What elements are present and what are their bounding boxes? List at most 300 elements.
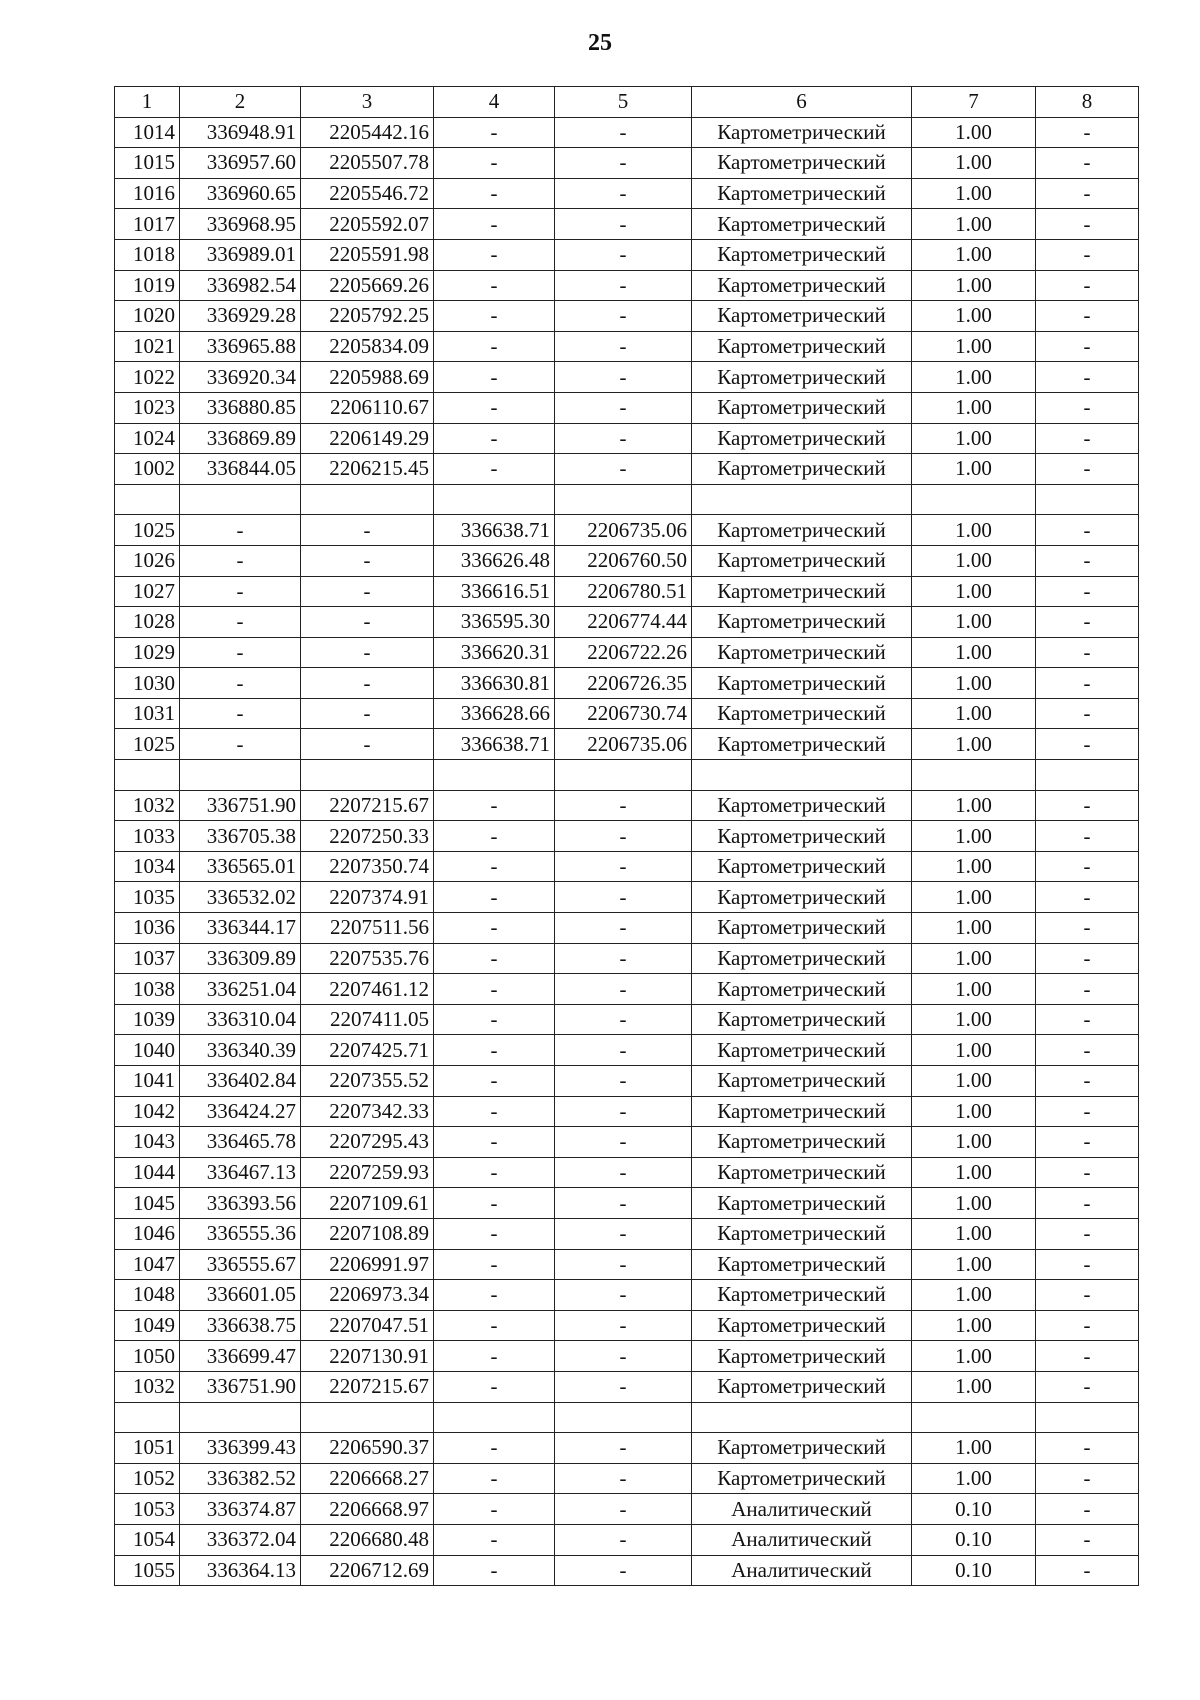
- separator-row: [115, 1402, 1139, 1433]
- cell-col-7: 1.00: [912, 1341, 1036, 1372]
- cell-col-6: [692, 1402, 912, 1433]
- cell-col-6: Картометрический: [692, 1127, 912, 1158]
- cell-col-7: 1.00: [912, 362, 1036, 393]
- cell-col-1: 1040: [115, 1035, 180, 1066]
- cell-col-4: -: [434, 1157, 555, 1188]
- cell-col-7: 1.00: [912, 1433, 1036, 1464]
- cell-col-3: -: [301, 698, 434, 729]
- cell-col-7: 1.00: [912, 1157, 1036, 1188]
- cell-col-5: -: [555, 1218, 692, 1249]
- cell-col-5: 2206730.74: [555, 698, 692, 729]
- cell-col-6: Картометрический: [692, 270, 912, 301]
- cell-col-4: -: [434, 1280, 555, 1311]
- cell-col-4: -: [434, 1249, 555, 1280]
- cell-col-6: Картометрический: [692, 1066, 912, 1097]
- cell-col-1: 1034: [115, 851, 180, 882]
- separator-row: [115, 484, 1139, 515]
- cell-col-1: 1050: [115, 1341, 180, 1372]
- cell-col-3: 2206149.29: [301, 423, 434, 454]
- cell-col-2: 336920.34: [180, 362, 301, 393]
- table-row: [115, 790, 1139, 821]
- cell-col-8: -: [1036, 913, 1139, 944]
- cell-col-6: Картометрический: [692, 821, 912, 852]
- cell-col-5: -: [555, 974, 692, 1005]
- cell-col-1: 1049: [115, 1310, 180, 1341]
- cell-col-1: 1039: [115, 1004, 180, 1035]
- table-row: [115, 821, 1139, 852]
- cell-col-7: 1.00: [912, 1096, 1036, 1127]
- cell-col-8: -: [1036, 423, 1139, 454]
- cell-col-4: -: [434, 392, 555, 423]
- cell-col-4: [434, 760, 555, 791]
- column-header-2: 2: [180, 87, 301, 118]
- cell-col-6: Картометрический: [692, 239, 912, 270]
- cell-col-7: 1.00: [912, 117, 1036, 148]
- cell-col-2: -: [180, 576, 301, 607]
- cell-col-5: -: [555, 1463, 692, 1494]
- cell-col-4: -: [434, 454, 555, 485]
- table-row: [115, 1249, 1139, 1280]
- cell-col-7: 1.00: [912, 790, 1036, 821]
- cell-col-7: 1.00: [912, 1371, 1036, 1402]
- cell-col-1: 1020: [115, 301, 180, 332]
- cell-col-8: -: [1036, 974, 1139, 1005]
- cell-col-5: -: [555, 1066, 692, 1097]
- cell-col-3: 2206973.34: [301, 1280, 434, 1311]
- cell-col-3: 2206215.45: [301, 454, 434, 485]
- cell-col-8: -: [1036, 1249, 1139, 1280]
- cell-col-5: -: [555, 362, 692, 393]
- cell-col-7: 1.00: [912, 1310, 1036, 1341]
- cell-col-3: -: [301, 668, 434, 699]
- cell-col-6: Картометрический: [692, 331, 912, 362]
- cell-col-3: 2207130.91: [301, 1341, 434, 1372]
- cell-col-3: 2207374.91: [301, 882, 434, 913]
- cell-col-6: Картометрический: [692, 1157, 912, 1188]
- cell-col-6: [692, 484, 912, 515]
- cell-col-6: Картометрический: [692, 423, 912, 454]
- column-header-5: 5: [555, 87, 692, 118]
- table-row: [115, 943, 1139, 974]
- cell-col-8: -: [1036, 1341, 1139, 1372]
- cell-col-8: [1036, 484, 1139, 515]
- cell-col-3: 2206110.67: [301, 392, 434, 423]
- cell-col-8: -: [1036, 331, 1139, 362]
- cell-col-7: [912, 1402, 1036, 1433]
- cell-col-5: -: [555, 1494, 692, 1525]
- cell-col-4: -: [434, 362, 555, 393]
- cell-col-1: 1035: [115, 882, 180, 913]
- cell-col-3: 2206590.37: [301, 1433, 434, 1464]
- cell-col-5: 2206735.06: [555, 729, 692, 760]
- cell-col-8: -: [1036, 882, 1139, 913]
- cell-col-5: [555, 1402, 692, 1433]
- cell-col-4: -: [434, 1310, 555, 1341]
- cell-col-5: -: [555, 209, 692, 240]
- cell-col-3: [301, 1402, 434, 1433]
- cell-col-1: 1024: [115, 423, 180, 454]
- cell-col-8: -: [1036, 270, 1139, 301]
- cell-col-7: 1.00: [912, 576, 1036, 607]
- cell-col-6: Картометрический: [692, 943, 912, 974]
- cell-col-7: 1.00: [912, 423, 1036, 454]
- coordinates-table: [114, 86, 1139, 1586]
- cell-col-8: -: [1036, 1004, 1139, 1035]
- cell-col-7: 0.10: [912, 1524, 1036, 1555]
- cell-col-3: 2207109.61: [301, 1188, 434, 1219]
- cell-col-5: -: [555, 423, 692, 454]
- cell-col-6: Картометрический: [692, 392, 912, 423]
- cell-col-6: Картометрический: [692, 882, 912, 913]
- cell-col-2: 336880.85: [180, 392, 301, 423]
- cell-col-4: -: [434, 1066, 555, 1097]
- cell-col-1: 1030: [115, 668, 180, 699]
- cell-col-1: 1031: [115, 698, 180, 729]
- cell-col-3: 2205592.07: [301, 209, 434, 240]
- cell-col-8: -: [1036, 637, 1139, 668]
- cell-col-5: -: [555, 301, 692, 332]
- cell-col-1: 1046: [115, 1218, 180, 1249]
- cell-col-8: -: [1036, 1188, 1139, 1219]
- cell-col-5: -: [555, 882, 692, 913]
- table-row: [115, 1524, 1139, 1555]
- cell-col-5: -: [555, 454, 692, 485]
- cell-col-8: -: [1036, 1280, 1139, 1311]
- cell-col-6: Картометрический: [692, 301, 912, 332]
- cell-col-2: 336424.27: [180, 1096, 301, 1127]
- column-header-8: 8: [1036, 87, 1139, 118]
- cell-col-6: Картометрический: [692, 1004, 912, 1035]
- cell-col-8: -: [1036, 1066, 1139, 1097]
- cell-col-6: Картометрический: [692, 698, 912, 729]
- table-row: [115, 270, 1139, 301]
- cell-col-8: -: [1036, 1463, 1139, 1494]
- cell-col-6: Картометрический: [692, 148, 912, 179]
- cell-col-1: [115, 1402, 180, 1433]
- cell-col-4: -: [434, 331, 555, 362]
- cell-col-4: -: [434, 1341, 555, 1372]
- cell-col-2: 336869.89: [180, 423, 301, 454]
- cell-col-3: 2207411.05: [301, 1004, 434, 1035]
- cell-col-2: 336393.56: [180, 1188, 301, 1219]
- cell-col-7: 1.00: [912, 178, 1036, 209]
- cell-col-7: 1.00: [912, 1280, 1036, 1311]
- cell-col-5: -: [555, 1371, 692, 1402]
- cell-col-4: -: [434, 821, 555, 852]
- cell-col-3: 2207215.67: [301, 1371, 434, 1402]
- table-row: [115, 117, 1139, 148]
- cell-col-1: 1045: [115, 1188, 180, 1219]
- cell-col-8: -: [1036, 821, 1139, 852]
- cell-col-5: -: [555, 1157, 692, 1188]
- cell-col-6: Картометрический: [692, 454, 912, 485]
- cell-col-5: -: [555, 331, 692, 362]
- cell-col-8: -: [1036, 1157, 1139, 1188]
- cell-col-5: -: [555, 178, 692, 209]
- cell-col-7: 1.00: [912, 454, 1036, 485]
- cell-col-7: 1.00: [912, 239, 1036, 270]
- cell-col-8: -: [1036, 1096, 1139, 1127]
- cell-col-5: -: [555, 1127, 692, 1158]
- cell-col-5: [555, 484, 692, 515]
- cell-col-8: -: [1036, 1371, 1139, 1402]
- cell-col-3: 2207342.33: [301, 1096, 434, 1127]
- cell-col-8: -: [1036, 1127, 1139, 1158]
- cell-col-6: Картометрический: [692, 1310, 912, 1341]
- table-row: [115, 301, 1139, 332]
- cell-col-1: 1038: [115, 974, 180, 1005]
- cell-col-2: 336948.91: [180, 117, 301, 148]
- cell-col-7: 1.00: [912, 974, 1036, 1005]
- cell-col-6: Картометрический: [692, 1035, 912, 1066]
- cell-col-1: 1032: [115, 1371, 180, 1402]
- cell-col-6: Картометрический: [692, 1188, 912, 1219]
- cell-col-6: Аналитический: [692, 1524, 912, 1555]
- cell-col-4: -: [434, 882, 555, 913]
- cell-col-4: -: [434, 943, 555, 974]
- cell-col-7: 1.00: [912, 913, 1036, 944]
- cell-col-3: 2207295.43: [301, 1127, 434, 1158]
- cell-col-3: -: [301, 637, 434, 668]
- cell-col-5: -: [555, 239, 692, 270]
- table-row: [115, 1555, 1139, 1586]
- cell-col-7: 1.00: [912, 821, 1036, 852]
- cell-col-7: 1.00: [912, 1463, 1036, 1494]
- table-row: [115, 698, 1139, 729]
- cell-col-3: 2207350.74: [301, 851, 434, 882]
- cell-col-8: -: [1036, 392, 1139, 423]
- cell-col-2: 336532.02: [180, 882, 301, 913]
- cell-col-2: 336309.89: [180, 943, 301, 974]
- cell-col-2: 336699.47: [180, 1341, 301, 1372]
- cell-col-2: 336960.65: [180, 178, 301, 209]
- cell-col-8: -: [1036, 545, 1139, 576]
- cell-col-7: 1.00: [912, 637, 1036, 668]
- table-row: [115, 1004, 1139, 1035]
- cell-col-7: 1.00: [912, 209, 1036, 240]
- table-row: [115, 515, 1139, 546]
- cell-col-3: 2207511.56: [301, 913, 434, 944]
- table-row: [115, 148, 1139, 179]
- table-row: [115, 851, 1139, 882]
- cell-col-1: 1014: [115, 117, 180, 148]
- cell-col-1: 1047: [115, 1249, 180, 1280]
- cell-col-5: -: [555, 270, 692, 301]
- cell-col-1: 1028: [115, 607, 180, 638]
- cell-col-4: -: [434, 851, 555, 882]
- cell-col-1: 1029: [115, 637, 180, 668]
- cell-col-4: -: [434, 1127, 555, 1158]
- cell-col-6: Картометрический: [692, 790, 912, 821]
- cell-col-3: 2207535.76: [301, 943, 434, 974]
- cell-col-2: 336751.90: [180, 790, 301, 821]
- table-row: [115, 1463, 1139, 1494]
- cell-col-1: 1032: [115, 790, 180, 821]
- column-header-6: 6: [692, 87, 912, 118]
- cell-col-3: 2207259.93: [301, 1157, 434, 1188]
- cell-col-4: -: [434, 1035, 555, 1066]
- cell-col-3: [301, 484, 434, 515]
- cell-col-4: -: [434, 117, 555, 148]
- table-row: [115, 607, 1139, 638]
- cell-col-6: Картометрический: [692, 974, 912, 1005]
- cell-col-1: 1023: [115, 392, 180, 423]
- cell-col-7: 1.00: [912, 1035, 1036, 1066]
- cell-col-2: 336565.01: [180, 851, 301, 882]
- cell-col-8: -: [1036, 1310, 1139, 1341]
- cell-col-3: 2205591.98: [301, 239, 434, 270]
- cell-col-8: -: [1036, 698, 1139, 729]
- cell-col-5: -: [555, 1280, 692, 1311]
- cell-col-5: -: [555, 1004, 692, 1035]
- table-row: [115, 1188, 1139, 1219]
- cell-col-7: 1.00: [912, 851, 1036, 882]
- cell-col-6: Картометрический: [692, 515, 912, 546]
- cell-col-8: -: [1036, 668, 1139, 699]
- table-row: [115, 1494, 1139, 1525]
- cell-col-2: -: [180, 698, 301, 729]
- cell-col-6: Картометрический: [692, 117, 912, 148]
- cell-col-3: 2206680.48: [301, 1524, 434, 1555]
- cell-col-1: 1053: [115, 1494, 180, 1525]
- cell-col-4: -: [434, 270, 555, 301]
- cell-col-8: -: [1036, 851, 1139, 882]
- cell-col-3: 2207425.71: [301, 1035, 434, 1066]
- cell-col-8: -: [1036, 1555, 1139, 1586]
- cell-col-7: 1.00: [912, 1218, 1036, 1249]
- cell-col-4: -: [434, 209, 555, 240]
- cell-col-2: 336705.38: [180, 821, 301, 852]
- cell-col-3: -: [301, 545, 434, 576]
- cell-col-5: 2206780.51: [555, 576, 692, 607]
- table-row: [115, 668, 1139, 699]
- cell-col-2: 336968.95: [180, 209, 301, 240]
- cell-col-8: -: [1036, 1494, 1139, 1525]
- cell-col-2: 336340.39: [180, 1035, 301, 1066]
- cell-col-2: -: [180, 607, 301, 638]
- cell-col-6: Картометрический: [692, 1249, 912, 1280]
- cell-col-5: -: [555, 1310, 692, 1341]
- cell-col-2: 336372.04: [180, 1524, 301, 1555]
- page-number: 25: [588, 30, 612, 56]
- cell-col-2: 336374.87: [180, 1494, 301, 1525]
- cell-col-5: -: [555, 1035, 692, 1066]
- cell-col-2: [180, 1402, 301, 1433]
- cell-col-2: 336929.28: [180, 301, 301, 332]
- table-row: [115, 1127, 1139, 1158]
- cell-col-7: 1.00: [912, 1188, 1036, 1219]
- table-row: [115, 1066, 1139, 1097]
- cell-col-4: -: [434, 301, 555, 332]
- table-row: [115, 1218, 1139, 1249]
- cell-col-1: 1054: [115, 1524, 180, 1555]
- cell-col-3: 2206712.69: [301, 1555, 434, 1586]
- cell-col-6: [692, 760, 912, 791]
- cell-col-7: 1.00: [912, 1249, 1036, 1280]
- cell-col-3: 2205442.16: [301, 117, 434, 148]
- cell-col-5: -: [555, 943, 692, 974]
- table-row: [115, 1280, 1139, 1311]
- cell-col-2: 336467.13: [180, 1157, 301, 1188]
- cell-col-3: 2205507.78: [301, 148, 434, 179]
- cell-col-8: -: [1036, 362, 1139, 393]
- table-row: [115, 239, 1139, 270]
- cell-col-4: 336595.30: [434, 607, 555, 638]
- cell-col-8: -: [1036, 209, 1139, 240]
- cell-col-7: 1.00: [912, 1127, 1036, 1158]
- cell-col-1: 1022: [115, 362, 180, 393]
- cell-col-6: Картометрический: [692, 1218, 912, 1249]
- cell-col-1: 1018: [115, 239, 180, 270]
- cell-col-2: 336399.43: [180, 1433, 301, 1464]
- cell-col-8: -: [1036, 943, 1139, 974]
- cell-col-2: 336402.84: [180, 1066, 301, 1097]
- cell-col-3: -: [301, 515, 434, 546]
- cell-col-1: 1025: [115, 729, 180, 760]
- column-header-4: 4: [434, 87, 555, 118]
- cell-col-5: 2206726.35: [555, 668, 692, 699]
- cell-col-4: -: [434, 974, 555, 1005]
- cell-col-5: 2206722.26: [555, 637, 692, 668]
- cell-col-1: 1043: [115, 1127, 180, 1158]
- cell-col-2: 336555.67: [180, 1249, 301, 1280]
- table-row: [115, 209, 1139, 240]
- cell-col-3: 2207108.89: [301, 1218, 434, 1249]
- cell-col-3: 2205988.69: [301, 362, 434, 393]
- table-row: [115, 637, 1139, 668]
- cell-col-5: -: [555, 1188, 692, 1219]
- cell-col-3: 2206668.27: [301, 1463, 434, 1494]
- cell-col-5: -: [555, 851, 692, 882]
- cell-col-4: -: [434, 913, 555, 944]
- cell-col-5: 2206774.44: [555, 607, 692, 638]
- cell-col-7: [912, 484, 1036, 515]
- cell-col-6: Картометрический: [692, 1433, 912, 1464]
- cell-col-7: 1.00: [912, 392, 1036, 423]
- cell-col-6: Картометрический: [692, 851, 912, 882]
- cell-col-6: Аналитический: [692, 1555, 912, 1586]
- table-row: [115, 331, 1139, 362]
- cell-col-3: 2206668.97: [301, 1494, 434, 1525]
- cell-col-6: Картометрический: [692, 637, 912, 668]
- table-row: [115, 454, 1139, 485]
- cell-col-8: -: [1036, 178, 1139, 209]
- cell-col-2: 336364.13: [180, 1555, 301, 1586]
- cell-col-7: 1.00: [912, 698, 1036, 729]
- cell-col-4: 336638.71: [434, 729, 555, 760]
- cell-col-7: 1.00: [912, 301, 1036, 332]
- cell-col-3: -: [301, 729, 434, 760]
- cell-col-5: -: [555, 790, 692, 821]
- cell-col-6: Картометрический: [692, 362, 912, 393]
- cell-col-4: [434, 1402, 555, 1433]
- cell-col-1: [115, 484, 180, 515]
- cell-col-7: 1.00: [912, 729, 1036, 760]
- cell-col-2: -: [180, 515, 301, 546]
- cell-col-4: -: [434, 1463, 555, 1494]
- cell-col-3: 2206991.97: [301, 1249, 434, 1280]
- cell-col-4: -: [434, 1524, 555, 1555]
- cell-col-5: 2206735.06: [555, 515, 692, 546]
- cell-col-4: 336626.48: [434, 545, 555, 576]
- cell-col-4: 336628.66: [434, 698, 555, 729]
- cell-col-3: 2207250.33: [301, 821, 434, 852]
- cell-col-4: -: [434, 1096, 555, 1127]
- cell-col-6: Картометрический: [692, 1341, 912, 1372]
- cell-col-1: 1052: [115, 1463, 180, 1494]
- cell-col-3: [301, 760, 434, 791]
- cell-col-2: [180, 760, 301, 791]
